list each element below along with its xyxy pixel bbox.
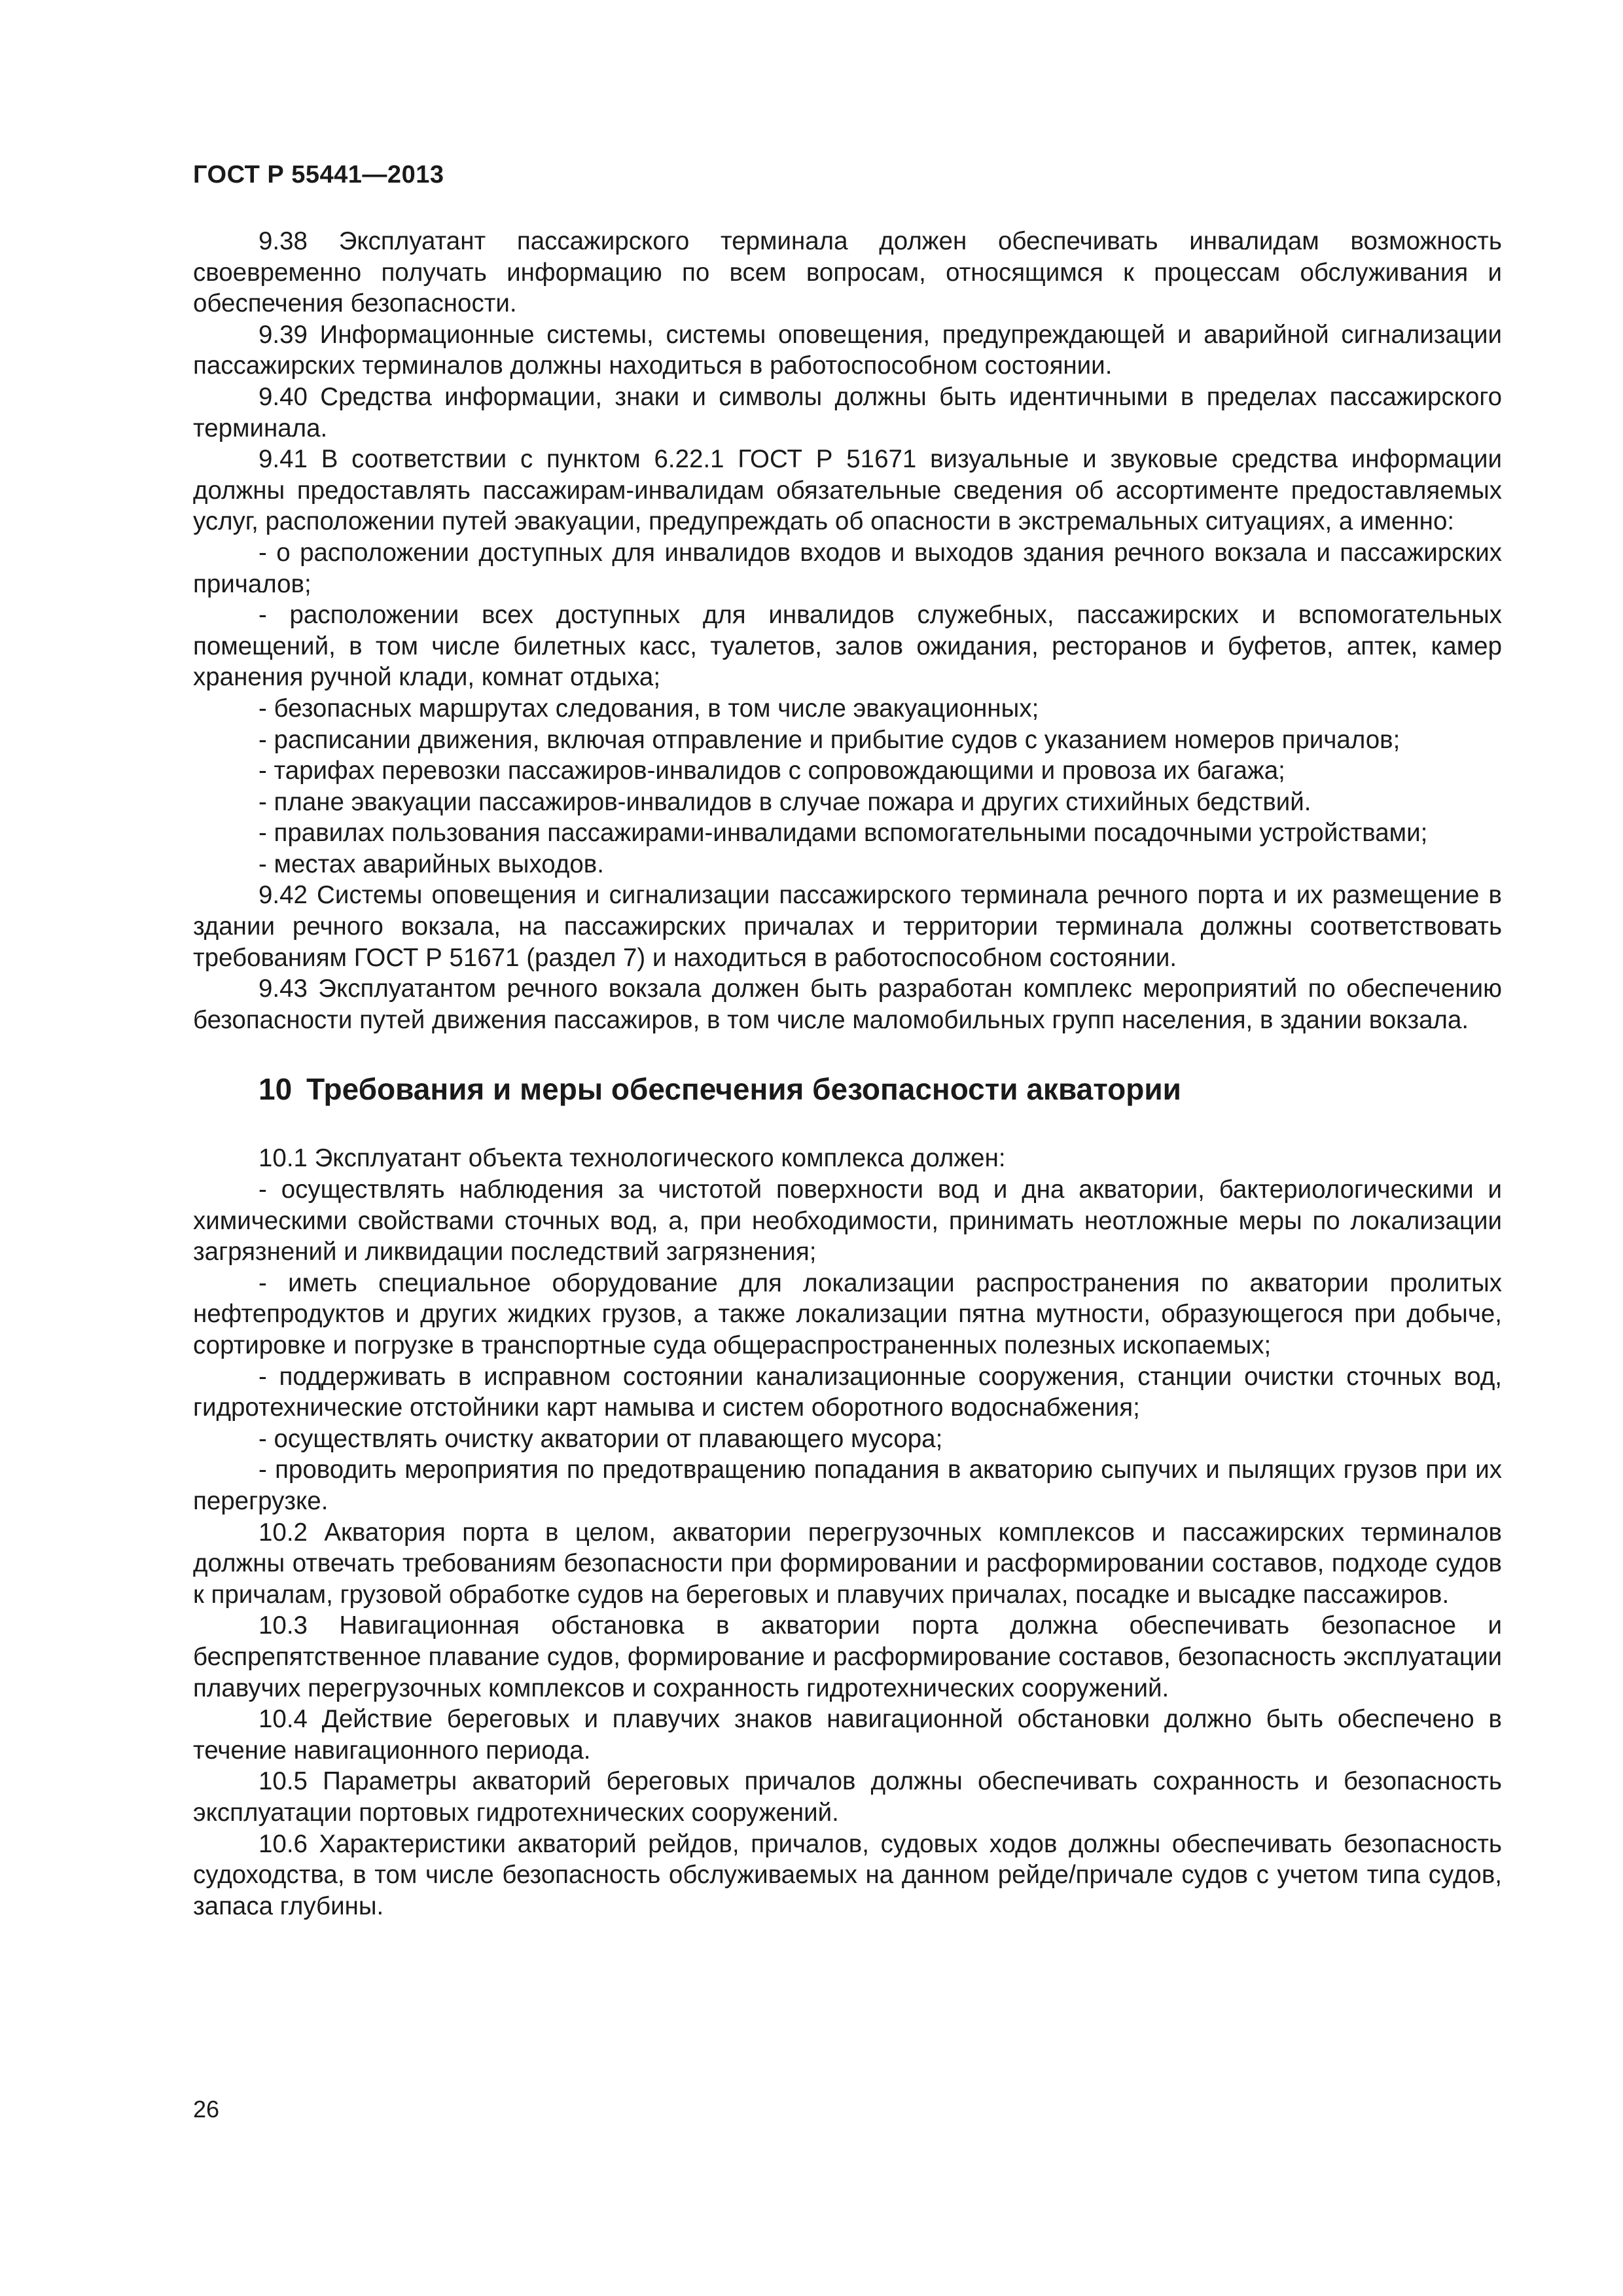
paragraph-10-2: 10.2 Акватория порта в целом, акватории перегрузочных комплексов и пассажирских терминалов должны отвечать требованиям безопасности при формировании и расформировании составов, подходе судов к причалам, грузовой обработке судов на береговых и плавучих причалах, посадке и высадке пассажиров. — [193, 1518, 1502, 1609]
section-title: Требования и меры обеспечения безопасности акватории — [306, 1072, 1181, 1107]
paragraph-9-42: 9.42 Системы оповещения и сигнализации пассажирского терминала речного порта и их размещение в здании речного вокзала, на пассажирских причалах и территории терминала должны соответствовать требованиям ГОСТ Р 51671 (раздел 7) и находиться в работоспособном состоянии. — [193, 881, 1502, 972]
paragraph-10-5: 10.5 Параметры акваторий береговых причалов должны обеспечивать сохранность и безопасность эксплуатации портовых гидротехнических сооружений. — [193, 1767, 1502, 1827]
list-item: - расписании движения, включая отправление и прибытие судов с указанием номеров причалов; — [259, 725, 1400, 754]
document-body — [193, 226, 1502, 1922]
paragraph-10-3: 10.3 Навигационная обстановка в акватории порта должна обеспечивать безопасное и беспрепятственное плавание судов, формирование и расформирование составов, безопасность эксплуатации плавучих перегрузочных комплексов и сохранность гидротехнических сооружений. — [193, 1611, 1502, 1702]
list-item: - осуществлять очистку акватории от плавающего мусора; — [259, 1424, 943, 1453]
list-item: - правилах пользования пассажирами-инвалидами вспомогательными посадочными устройствами; — [259, 819, 1428, 848]
list-item: - плане эвакуации пассажиров-инвалидов в случае пожара и других стихийных бедствий. — [259, 787, 1311, 816]
paragraph-9-41: 9.41 В соответствии с пунктом 6.22.1 ГОСТ Р 51671 визуальные и звуковые средства информации должны предоставлять пассажирам-инвалидам обязательные сведения об ассортименте предоставляемых услуг, расположении путей эвакуации, предупреждать об опасности в экстремальных ситуациях, а именно: — [193, 445, 1502, 536]
paragraph-9-38: 9.38 Эксплуатант пассажирского терминала должен обеспечивать инвалидам возможность своевременно получать информацию по всем вопросам, относящимся к процессам обслуживания и обеспечения безопасности. — [193, 227, 1502, 318]
list-item: - осуществлять наблюдения за чистотой поверхности вод и дна акватории, бактериологическими и химическими свойствами сточных вод, а, при необходимости, принимать неотложные меры по локализации загрязнений и ликвидации последствий загрязнения; — [193, 1175, 1502, 1266]
paragraph-9-43: 9.43 Эксплуатантом речного вокзала должен быть разработан комплекс мероприятий по обеспечению безопасности путей движения пассажиров, в том числе маломобильных групп населения, в здании вокзала. — [193, 975, 1502, 1034]
standard-code-header: ГОСТ Р 55441—2013 — [193, 161, 444, 188]
section-number: 10 — [259, 1072, 293, 1107]
paragraph-9-39: 9.39 Информационные системы, системы оповещения, предупреждающей и аварийной сигнализации пассажирских терминалов должны находиться в работоспособном состоянии. — [193, 320, 1502, 380]
paragraph-10-6: 10.6 Характеристики акваторий рейдов, причалов, судовых ходов должны обеспечивать безопасность судоходства, в том числе безопасность обслуживаемых на данном рейде/причале судов с учетом типа судов, запаса глубины. — [193, 1829, 1502, 1920]
section-heading — [259, 1071, 1502, 1107]
paragraph-9-40: 9.40 Средства информации, знаки и символы должны быть идентичными в пределах пассажирского терминала. — [193, 382, 1502, 442]
list-item: - расположении всех доступных для инвалидов служебных, пассажирских и вспомогательных помещений, в том числе билетных касс, туалетов, залов ожидания, ресторанов и буфетов, аптек, камер хранения ручной клади, комнат отдыха; — [193, 601, 1502, 692]
list-item: - поддерживать в исправном состоянии канализационные сооружения, станции очистки сточных вод, гидротехнические отстойники карт намыва и систем оборотного водоснабжения; — [193, 1362, 1502, 1422]
list-item: - проводить мероприятия по предотвращению попадания в акваторию сыпучих и пылящих грузов при их перегрузке. — [193, 1456, 1502, 1515]
list-item: - безопасных маршрутах следования, в том числе эвакуационных; — [259, 694, 1039, 723]
page-number: 26 — [193, 2096, 220, 2123]
list-item: - иметь специальное оборудование для локализации распространения по акватории пролитых нефтепродуктов и других жидких грузов, а также локализации пятна мутности, образующегося при добыче, сортировке и погрузке в транспортные суда общераспространенных полезных ископаемых; — [193, 1268, 1502, 1359]
paragraph-10-4: 10.4 Действие береговых и плавучих знаков навигационной обстановки должно быть обеспечено в течение навигационного периода. — [193, 1705, 1502, 1765]
list-item: - местах аварийных выходов. — [259, 850, 604, 878]
paragraph-10-1: 10.1 Эксплуатант объекта технологического комплекса должен: — [259, 1144, 1006, 1173]
list-item: - тарифах перевозки пассажиров-инвалидов с сопровождающими и провоза их багажа; — [259, 757, 1285, 785]
list-item: - о расположении доступных для инвалидов входов и выходов здания речного вокзала и пассажирских причалов; — [193, 538, 1502, 598]
